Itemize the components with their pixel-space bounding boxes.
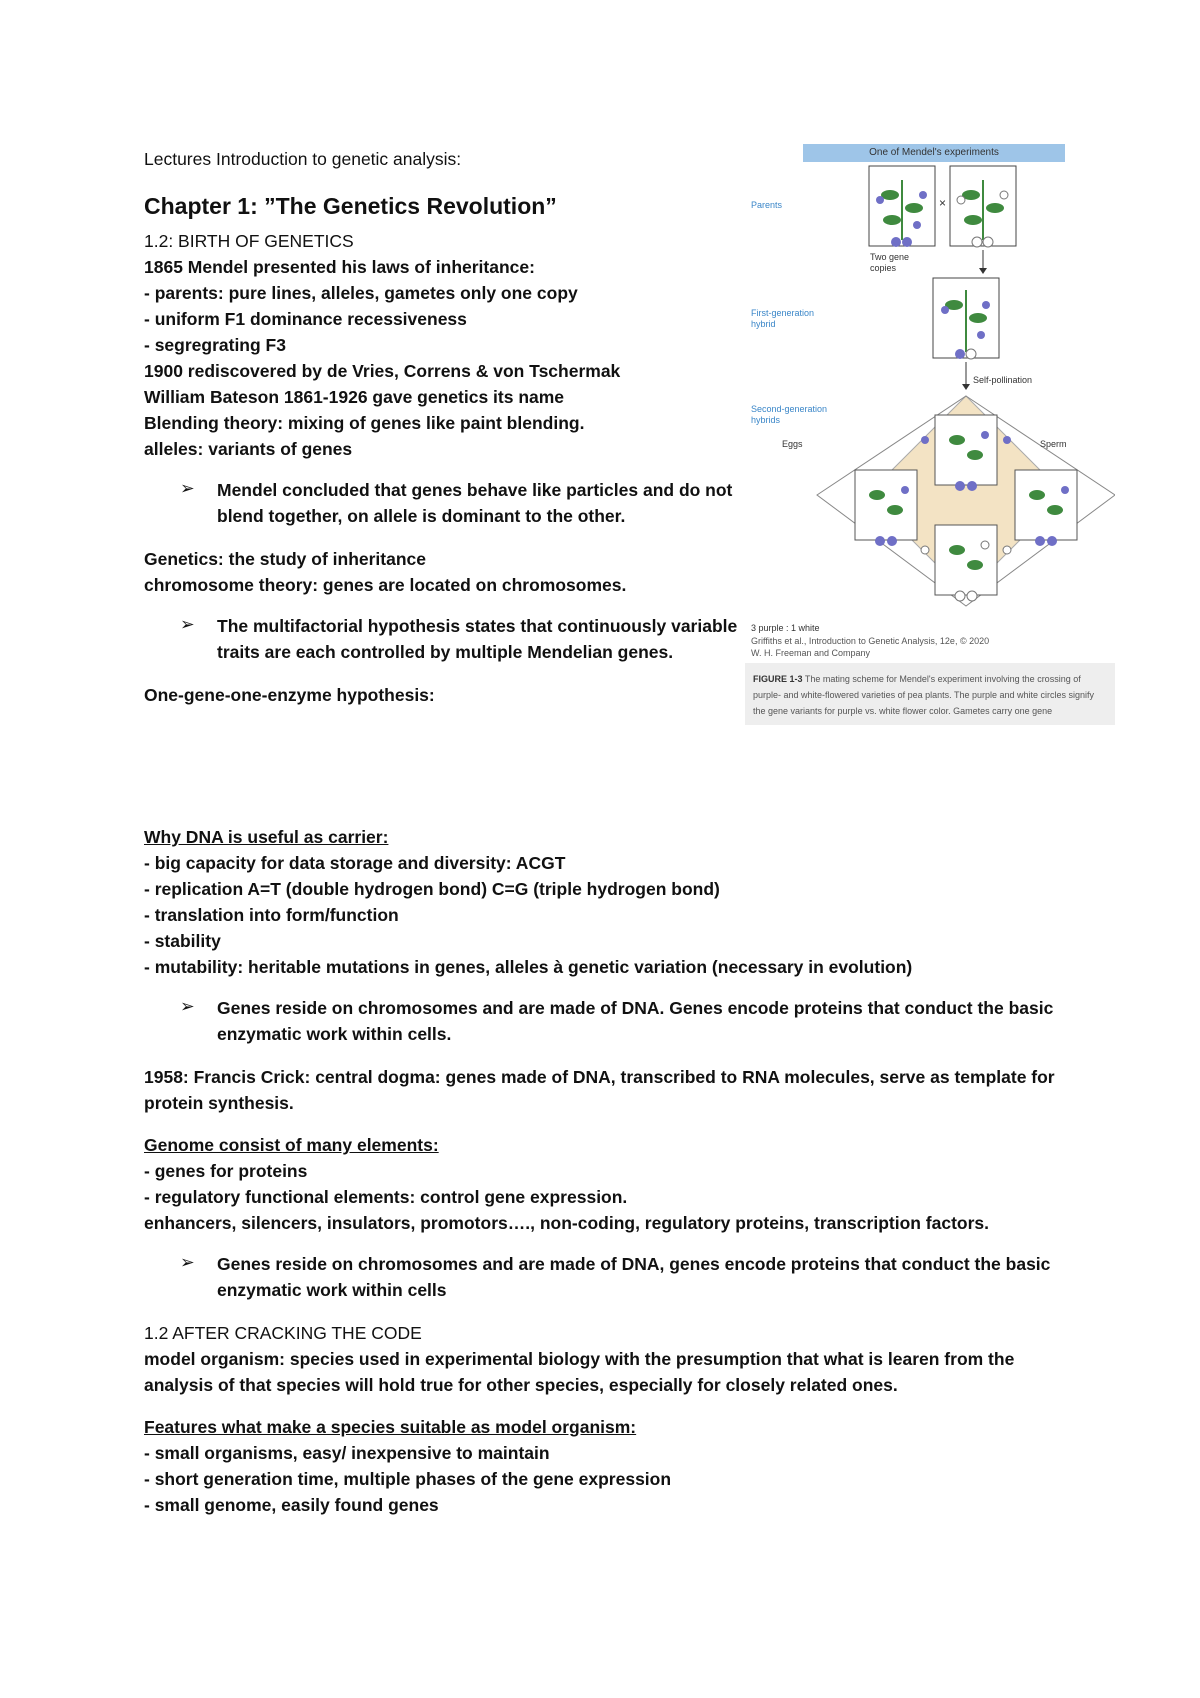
two-gene-copies-label: Two gene copies bbox=[870, 252, 910, 273]
text-line: One-gene-one-enzyme hypothesis: bbox=[144, 685, 435, 705]
text-line: 1958: Francis Crick: central dogma: genes made of DNA, transcribed to RNA molecules, serve as template for bbox=[144, 1067, 1055, 1087]
text-line: model organism: species used in experimental biology with the presumption that what is learen from the bbox=[144, 1349, 1015, 1369]
figure-banner: One of Mendel's experiments bbox=[803, 144, 1065, 162]
figure-credit: Griffiths et al., Introduction to Genetic Analysis, 12e, © 2020 bbox=[751, 636, 990, 646]
arrow-bullet-icon: ➢ bbox=[180, 478, 195, 498]
text-line: analysis of that species will hold true for other species, especially for closely related ones. bbox=[144, 1375, 898, 1395]
eggs-label: Eggs bbox=[782, 439, 803, 449]
text-line: - stability bbox=[144, 931, 221, 951]
section-heading: Features what make a species suitable as model organism: bbox=[144, 1417, 637, 1437]
text-line: - small genome, easily found genes bbox=[144, 1495, 439, 1515]
text-line: - regulatory functional elements: control gene expression. bbox=[144, 1187, 628, 1207]
bullet-text: enzymatic work within cells. bbox=[217, 1024, 452, 1044]
text-line: protein synthesis. bbox=[144, 1093, 294, 1113]
figure-credit: W. H. Freeman and Company bbox=[751, 648, 871, 658]
text-line: - replication A=T (double hydrogen bond) C=G (triple hydrogen bond) bbox=[144, 879, 720, 899]
bullet-text: The multifactorial hypothesis states that continuously variable bbox=[217, 616, 738, 636]
second-gen-label: Second-generation hybrids bbox=[751, 404, 828, 425]
bullet-text: Genes reside on chromosomes and are made of DNA. Genes encode proteins that conduct the basic bbox=[217, 998, 1054, 1018]
section-heading: 1.2 AFTER CRACKING THE CODE bbox=[144, 1323, 422, 1343]
text-line: alleles: variants of genes bbox=[144, 439, 353, 459]
figure-caption bbox=[745, 663, 1115, 725]
text-line: 1900 rediscovered by de Vries, Correns & von Tschermak bbox=[144, 361, 621, 381]
section-heading: Genome consist of many elements: bbox=[144, 1135, 439, 1155]
self-pollination-label: Self-pollination bbox=[973, 375, 1033, 385]
arrow-bullet-icon: ➢ bbox=[180, 996, 195, 1016]
arrow-bullet-icon: ➢ bbox=[180, 1252, 195, 1272]
text-line: - genes for proteins bbox=[144, 1161, 308, 1181]
bullet-text: Mendel concluded that genes behave like particles and do not bbox=[217, 480, 733, 500]
text-line: - translation into form/function bbox=[144, 905, 399, 925]
sperm-label: Sperm bbox=[1040, 439, 1067, 449]
text-line: Blending theory: mixing of genes like paint blending. bbox=[144, 413, 585, 433]
bullet-text: Genes reside on chromosomes and are made of DNA, genes encode proteins that conduct the basic bbox=[217, 1254, 1051, 1274]
mendel-figure bbox=[745, 140, 1115, 725]
text-line: - segregrating F3 bbox=[144, 335, 286, 355]
section-heading: Why DNA is useful as carrier: bbox=[144, 827, 389, 847]
caption-label: FIGURE 1-3 bbox=[753, 674, 803, 684]
text-line: - mutability: heritable mutations in genes, alleles à genetic variation (necessary in evolution) bbox=[144, 957, 913, 977]
section-heading: 1.2: BIRTH OF GENETICS bbox=[144, 231, 354, 251]
text-line: enhancers, silencers, insulators, promotors…., non-coding, regulatory proteins, transcription factors. bbox=[144, 1213, 990, 1233]
parents-label: Parents bbox=[751, 200, 783, 210]
chapter-title: Chapter 1: ”The Genetics Revolution” bbox=[144, 193, 557, 219]
figure-illustration bbox=[745, 140, 1115, 640]
text-line: William Bateson 1861-1926 gave genetics its name bbox=[144, 387, 565, 407]
cross-icon: × bbox=[939, 196, 947, 210]
document-header: Lectures Introduction to genetic analysis: bbox=[144, 149, 462, 169]
text-line: - small organisms, easy/ inexpensive to maintain bbox=[144, 1443, 550, 1463]
bullet-text: blend together, on allele is dominant to the other. bbox=[217, 506, 626, 526]
text-line: - uniform F1 dominance recessiveness bbox=[144, 309, 467, 329]
text-line: - short generation time, multiple phases of the gene expression bbox=[144, 1469, 672, 1489]
text-line: chromosome theory: genes are located on chromosomes. bbox=[144, 575, 627, 595]
bullet-text: enzymatic work within cells bbox=[217, 1280, 447, 1300]
text-line: - big capacity for data storage and diversity: ACGT bbox=[144, 853, 566, 873]
caption-text: The mating scheme for Mendel's experiment involving the crossing of purple- and white-flowered varieties of pea plants. The purple and white circles signify the gene variants for purple vs. white flower color. Gametes carry one gene bbox=[753, 674, 1095, 716]
text-line: 1865 Mendel presented his laws of inheritance: bbox=[144, 257, 535, 277]
arrow-bullet-icon: ➢ bbox=[180, 614, 195, 634]
text-line: Genetics: the study of inheritance bbox=[144, 549, 426, 569]
bullet-text: traits are each controlled by multiple Mendelian genes. bbox=[217, 642, 674, 662]
ratio-label: 3 purple : 1 white bbox=[751, 623, 820, 633]
first-gen-label: First-generation hybrid bbox=[751, 308, 815, 329]
text-line: - parents: pure lines, alleles, gametes only one copy bbox=[144, 283, 578, 303]
